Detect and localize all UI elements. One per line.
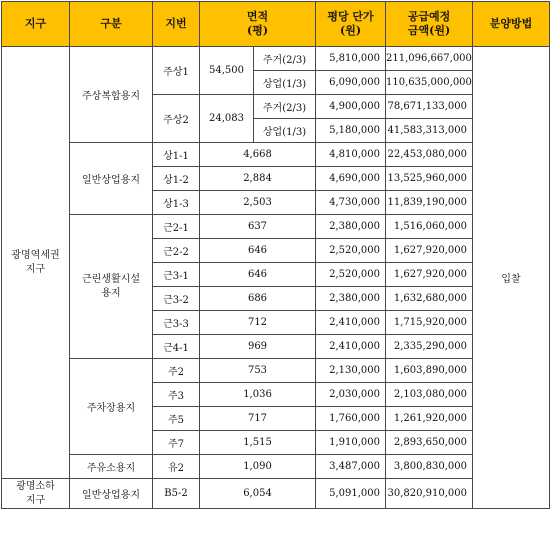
category-line2: 용지 [101,287,121,299]
area-cell: 1,036 [200,383,316,407]
lot-cell: 근3-3 [153,311,200,335]
supply-amount-cell: 2,893,650,000 [386,431,473,455]
area-cell: 4,668 [200,143,316,167]
header-area [200,2,316,47]
table-row [2,215,550,239]
header-price [316,2,386,47]
header-supply-line1: 공급예정 [407,10,451,23]
supply-amount-cell: 1,261,920,000 [386,407,473,431]
area-cell: 24,083 [200,95,254,143]
lot-cell: 근2-1 [153,215,200,239]
supply-amount-cell: 30,820,910,000 [386,479,473,509]
lot-cell: 주상1 [153,47,200,95]
district-line1: 광명소하 [16,480,55,492]
unit-price-cell: 2,520,000 [316,263,386,287]
area-cell: 637 [200,215,316,239]
table-row [2,479,550,509]
district-gwangmyeong-soha [2,479,70,509]
category-general-commercial: 일반상업용지 [70,143,153,215]
header-district: 지구 [2,2,70,47]
header-method: 분양방법 [473,2,550,47]
lot-cell: B5-2 [153,479,200,509]
area-cell: 2,884 [200,167,316,191]
unit-price-cell: 2,030,000 [316,383,386,407]
unit-price-cell: 4,690,000 [316,167,386,191]
sub-use-cell: 주거(2/3) [254,95,316,119]
lot-cell: 주상2 [153,95,200,143]
area-cell: 686 [200,287,316,311]
unit-price-cell: 2,410,000 [316,335,386,359]
area-cell: 1,515 [200,431,316,455]
unit-price-cell: 4,900,000 [316,95,386,119]
supply-amount-cell: 1,627,920,000 [386,239,473,263]
area-cell: 717 [200,407,316,431]
supply-amount-cell: 2,335,290,000 [386,335,473,359]
unit-price-cell: 2,130,000 [316,359,386,383]
sub-use-cell: 주거(2/3) [254,47,316,71]
header-price-line1: 평당 단가 [327,10,374,23]
category-line1: 근린생활시설 [82,273,140,285]
unit-price-cell: 4,730,000 [316,191,386,215]
header-price-line2: (원) [339,24,362,37]
area-cell: 6,054 [200,479,316,509]
lot-cell: 주7 [153,431,200,455]
table-row [2,143,550,167]
header-lot: 지번 [153,2,200,47]
unit-price-cell: 2,380,000 [316,287,386,311]
unit-price-cell: 1,910,000 [316,431,386,455]
district-line2: 지구 [25,263,46,275]
table-row [2,455,550,479]
supply-amount-cell: 11,839,190,000 [386,191,473,215]
category-general-commercial-soha: 일반상업용지 [70,479,153,509]
area-cell: 2,503 [200,191,316,215]
lot-cell: 주2 [153,359,200,383]
lot-cell: 유2 [153,455,200,479]
header-supply-line2: 금액(원) [407,24,451,37]
header-supply [386,2,473,47]
lot-cell: 주5 [153,407,200,431]
lot-cell: 근3-1 [153,263,200,287]
unit-price-cell: 2,520,000 [316,239,386,263]
area-cell: 646 [200,239,316,263]
header-row [2,2,550,47]
sub-use-cell: 상업(1/3) [254,71,316,95]
supply-amount-cell: 41,583,313,000 [386,119,473,143]
district-gwangmyeong-station [2,47,70,479]
supply-amount-cell: 1,715,920,000 [386,311,473,335]
category-neighborhood-facility [70,215,153,359]
table-row [2,359,550,383]
district-line1: 광명역세권 [11,249,60,261]
lot-cell: 근2-2 [153,239,200,263]
header-area-line2: (평) [246,24,269,37]
unit-price-cell: 3,487,000 [316,455,386,479]
supply-amount-cell: 1,516,060,000 [386,215,473,239]
category-gas-station: 주유소용지 [70,455,153,479]
supply-amount-cell: 13,525,960,000 [386,167,473,191]
unit-price-cell: 5,180,000 [316,119,386,143]
supply-amount-cell: 1,627,920,000 [386,263,473,287]
area-cell: 969 [200,335,316,359]
supply-amount-cell: 1,603,890,000 [386,359,473,383]
unit-price-cell: 1,760,000 [316,407,386,431]
unit-price-cell: 2,410,000 [316,311,386,335]
area-cell: 646 [200,263,316,287]
area-cell: 753 [200,359,316,383]
supply-amount-cell: 78,671,133,000 [386,95,473,119]
sale-method-cell: 입찰 [473,47,550,509]
unit-price-cell: 2,380,000 [316,215,386,239]
unit-price-cell: 6,090,000 [316,71,386,95]
lot-cell: 주3 [153,383,200,407]
table-row [2,47,550,71]
lot-cell: 근3-2 [153,287,200,311]
header-category: 구분 [70,2,153,47]
supply-amount-cell: 2,103,080,000 [386,383,473,407]
lot-cell: 상1-2 [153,167,200,191]
category-mixed-use: 주상복합용지 [70,47,153,143]
unit-price-cell: 4,810,000 [316,143,386,167]
sub-use-cell: 상업(1/3) [254,119,316,143]
lot-cell: 상1-1 [153,143,200,167]
supply-amount-cell: 22,453,080,000 [386,143,473,167]
unit-price-cell: 5,091,000 [316,479,386,509]
area-cell: 712 [200,311,316,335]
supply-amount-cell: 1,632,680,000 [386,287,473,311]
supply-amount-cell: 110,635,000,000 [386,71,473,95]
land-supply-table [1,1,550,509]
category-parking: 주차장용지 [70,359,153,455]
lot-cell: 상1-3 [153,191,200,215]
supply-amount-cell: 211,096,667,000 [386,47,473,71]
area-cell: 54,500 [200,47,254,95]
header-area-line1: 면적 [246,10,269,23]
unit-price-cell: 5,810,000 [316,47,386,71]
area-cell: 1,090 [200,455,316,479]
lot-cell: 근4-1 [153,335,200,359]
district-line2: 지구 [25,494,46,506]
supply-amount-cell: 3,800,830,000 [386,455,473,479]
